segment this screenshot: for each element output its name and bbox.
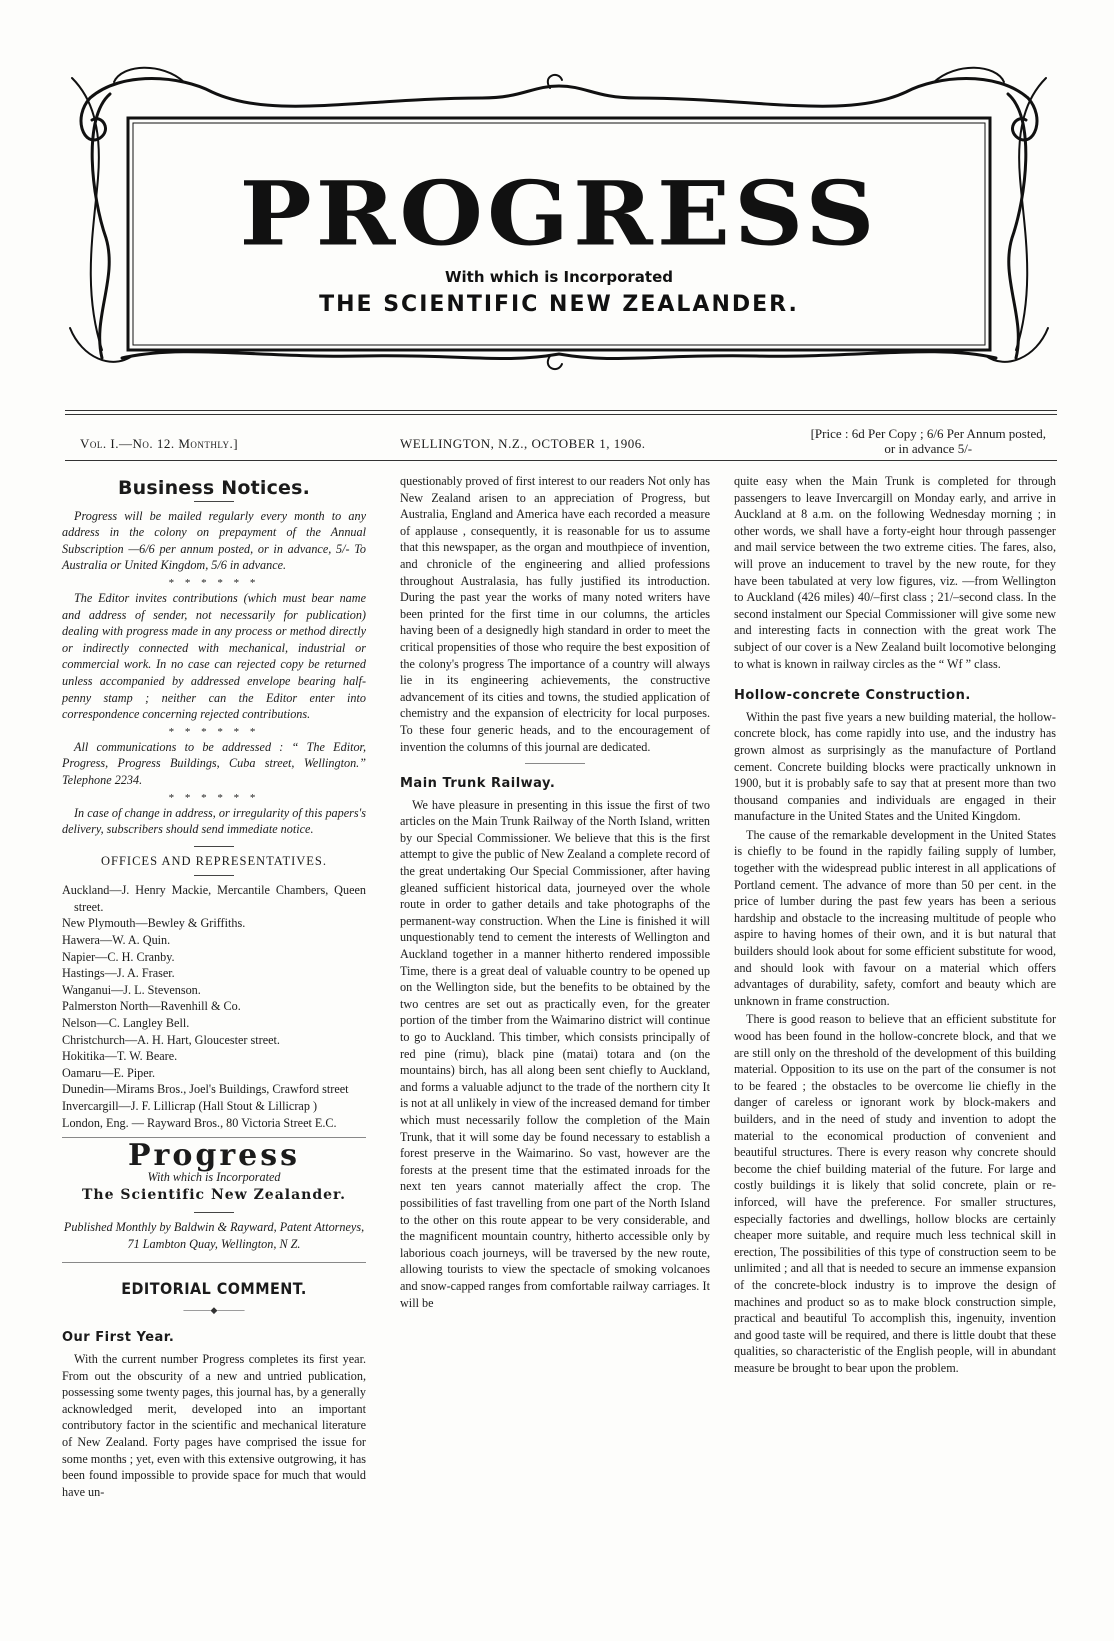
imprint-publisher: Published Monthly by Baldwin & Rayward, Patent Attorneys, 71 Lambton Quay, Wellington, N Z.	[63, 1219, 365, 1251]
business-notice-change: In case of change in address, or irregularity of this papers's delivery, subscribers should send immediate notice.	[62, 805, 366, 837]
stars-divider: * * * * * *	[168, 725, 260, 738]
dateline-rule	[65, 460, 1057, 461]
business-notice-contributions: The Editor invites contributions (which must bear name and address of sender, not necessarily for publication) dealing with progress made in any process or method directly or indirectly connected with mechanical, industrial or commercial work. In no case can rejected copy be returned unless accompanied by addressed envelope bearing half-penny stamp ; neither can the Editor enter into correspondence concerning rejected contributions.	[62, 590, 366, 722]
business-notice-subscription: Progress will be mailed regularly every month to any address in the colony on prepayment of the Annual Subscription —6/6 per annum posted, or in advance, 5/- To Australia or United Kingdom, 5/6 in advance.	[62, 508, 366, 573]
top-rule	[65, 410, 1057, 411]
imprint-with-line: With which is Incorporated	[147, 1169, 281, 1184]
dateline	[80, 424, 1056, 458]
offices-heading: OFFICES AND REPRESENTATIVES.	[101, 853, 327, 868]
list-item: Oamaru—E. Piper.	[62, 1065, 156, 1080]
first-year-heading: Our First Year.	[62, 1330, 175, 1346]
list-item: Napier—C. H. Cranby.	[62, 949, 175, 964]
masthead-subtitle: THE SCIENTIFIC NEW ZEALANDER.	[319, 292, 799, 317]
concrete-heading: Hollow-concrete Construction.	[734, 688, 971, 704]
price-info	[811, 426, 1046, 456]
section-divider	[62, 1262, 366, 1263]
short-rule	[194, 501, 234, 502]
top-rule-thin	[65, 414, 1057, 415]
list-item: Hastings—J. A. Fraser.	[62, 966, 175, 981]
column-2	[400, 473, 710, 1313]
price-line-2: or in advance 5/-	[884, 441, 973, 456]
column-3	[734, 473, 1056, 1378]
short-rule	[525, 763, 585, 764]
concrete-paragraph-1: Within the past five years a new building material, the hollow-concrete block, has come rapidly into use, and the industry has grown almost as surprisingly as the manufacture of Portland cement. Concrete building blocks were practically unknown in 1900, but it is probably safe to say that at present more than two thousand companies and individuals are engaged in their manufacture in the United States and the United Kingdom.	[734, 709, 1056, 824]
list-item: New Plymouth—Bewley & Griffiths.	[62, 916, 246, 931]
railway-continued: quite easy when the Main Trunk is completed for through passengers to leave Invercargill on Monday early, and arrive in Auckland at 8 a.m. on the following Wednesday morning ; in other words, we shall have a forty-eight hour through passenger and mail service between the two extreme cities. The fares, also, will prove an inducement to travel by the new route, for they have been tabulated at very low figures, viz. —from Wellington to Auckland (426 miles) 40/–first class ; 21/–second class. In the second instalment our Special Commissioner will give some new and interesting facts in connection with the great work The subject of our cover is a New Zealand built locomotive belonging to what is known in railway circles as the “ Wf ” class.	[734, 474, 1056, 671]
list-item: Nelson—C. Langley Bell.	[62, 1016, 190, 1031]
short-rule	[194, 846, 234, 847]
stars-divider: * * * * * *	[168, 576, 260, 589]
business-notice-address: All communications to be addressed : “ The Editor, Progress, Progress Buildings, Cuba street, Wellington.” Telephone 2234.	[62, 739, 366, 787]
railway-text: We have pleasure in presenting in this issue the first of two articles on the Main Trunk Railway of the North Island, written by our Special Commissioner. We believe that this is the first attempt to give the public of New Zealand a complete record of the great undertaking Our Special Commissioner, after having gleaned sufficient historical data, journeyed over the whole route in order to gather details and take photographs of the permanent-way construction. When the Line is finished it will unquestionably tend to cement the interests of Wellington and Auckland together in a manner hitherto rendered impossible Time, there is a great deal of valuable country to be opened up on the Wellington side, but the benefits to be obtained by the two centres are set out as practically even, for the greater portion of the timber from the Waimarino district will continue to go to Auckland. This timber, which consists principally of red pine (rimu), black pine (matai) totara and (on the mountains) birch, has all along been sent chiefly to Auckland, and forms a valuable adjunct to the trade of the northern city It is not at all unlikely in view of the increased demand for timber which must necessarily follow the completion of the Main Trunk, that it will some day be found necessary to establish a forest preserve in the Waimarino. So vast, however are the forests at the present time that the estimated inroads for the next ten years cannot materially affect the crop. The possibilities of fast travelling from one part of the North Island to the other on this route appear to be very considerable, and the magnificent mountain country, hitherto accessible only by laborious coach journeys, will be traversed by the new route, allowing tourists to view the spectacle of smoking volcanoes and snow-capped ranges from comfortable railway carriages. It will be	[400, 797, 711, 1310]
volume-info: Vol. I.—No. 12. Monthly.]	[80, 436, 239, 451]
column-1	[62, 477, 366, 1502]
business-notices-heading: Business Notices.	[117, 477, 311, 499]
first-year-text: With the current number Progress completes its first year. From out the obscurity of a new and untried publication, possessing some twenty pages, this journal has, by a generally acknowledged merit, developed into an important contributory factor in the scientific and mechanical literature of New Zealand. Forty pages have comprised the issue for some months ; yet, even with this extensive outgrowing, it has been found impossible to provide space for much that would have un-	[62, 1351, 366, 1499]
list-item: London, Eng. — Rayward Bros., 80 Victoria Street E.C.	[62, 1115, 337, 1130]
railway-heading: Main Trunk Railway.	[400, 776, 556, 792]
concrete-paragraph-2: The cause of the remarkable development in the United States is chiefly to be found in the rapidly failing supply of lumber, together with the widespread public interest in all applications of Portland cement. The advance of more than 50 per cent. in the price of lumber during the past few years has been a serious hardship and obstacle to the increasing multitude of people who aspire to having homes of their own, and it is but natural that builders should look about for some efficient substitute for wood, and should look with favour on a material which offers advantages of durability, safety, comfort and beauty which are unknown in frame construction.	[734, 827, 1056, 1008]
short-rule	[194, 875, 234, 876]
short-rule	[194, 1212, 234, 1213]
list-item: Invercargill—J. F. Lillicrap (Hall Stout & Lillicrap )	[62, 1099, 318, 1113]
offices-list	[62, 882, 366, 1131]
list-item: Palmerston North—Ravenhill & Co.	[62, 999, 241, 1014]
diamond-divider-icon: ———◆———	[183, 1304, 245, 1315]
list-item: Dunedin—Mirams Bros., Joel's Buildings, Crawford street	[62, 1082, 349, 1097]
masthead-title: PROGRESS	[239, 161, 879, 266]
list-item: Christchurch—A. H. Hart, Gloucester street.	[62, 1032, 280, 1047]
editorial-heading: EDITORIAL COMMENT.	[121, 1279, 307, 1299]
issue-date: WELLINGTON, N.Z., OCTOBER 1, 1906.	[400, 436, 646, 451]
list-item: Hawera—W. A. Quin.	[62, 933, 171, 948]
list-item: Hokitika—T. W. Beare.	[62, 1049, 178, 1064]
concrete-paragraph-3: There is good reason to believe that an efficient substitute for wood has been found in the hollow-concrete block, and that we are still only on the threshold of the development of this building material. Opposition to its use on the part of the consumer is not to be feared ; the obstacles to be overcome lie chiefly in the danger of careless or ignorant work by block-makers and builders, and in the need of study and invention to adopt the material to the economical production of convenient and beautiful structures. There is every reason why concrete should become the chief building material of the future. For large and costly buildings it is likely that solid concrete, plain or re-inforced, will have the preference. For smaller structures, especially factories and dwellings, hollow blocks are certainly cheaper more suitable, and require much less technical skill in erection, The possibilities of this type of construction seem to be unlimited ; and all that is needed to secure an immense expansion of the concrete-block industry is to improve the design of machines and product so as to make block construction simple, practical and beautiful To accomplish this, ingenuity, invention and good taste will be required, and there is little doubt that these qualities, so characteristic of the English people, will in abundant measure be brought to bear upon the problem.	[734, 1012, 1056, 1375]
stars-divider: * * * * * *	[168, 791, 260, 804]
masthead	[62, 58, 1056, 388]
masthead-with-line: With which is Incorporated	[444, 268, 674, 286]
list-item: Wanganui—J. L. Stevenson.	[62, 982, 201, 997]
imprint-subtitle: The Scientific New Zealander.	[82, 1187, 346, 1204]
first-year-continued: questionably proved of first interest to our readers Not only has New Zealand arisen to an appreciation of Progress, but Australia, England and America have each recorded a measure of applause , consequently, it is reasonable for us to assume that this newspaper, as the organ and mouthpiece of invention, and chronicle of the engineering and allied professions throughout Australasia, has fully justified its introduction. During the past year the works of many noted writers have been printed for the first time in our columns, the articles having been of a designedly high standard in order to meet the critical propensities of those who require the best exposition of the colony's progress The importance of a country will always lie in its engineering achievements, the constructive advancement of its cities and towns, the studied application of chemistry and the expansion of electricity for local purposes. To these four generic heads, and to the encouragement of invention the columns of this journal are dedicated.	[400, 474, 710, 754]
price-line-1: [Price : 6d Per Copy ; 6/6 Per Annum posted,	[810, 426, 1046, 441]
list-item: Auckland—J. Henry Mackie, Mercantile Chambers, Queen street.	[62, 883, 366, 914]
imprint-title: Progress	[127, 1138, 301, 1174]
